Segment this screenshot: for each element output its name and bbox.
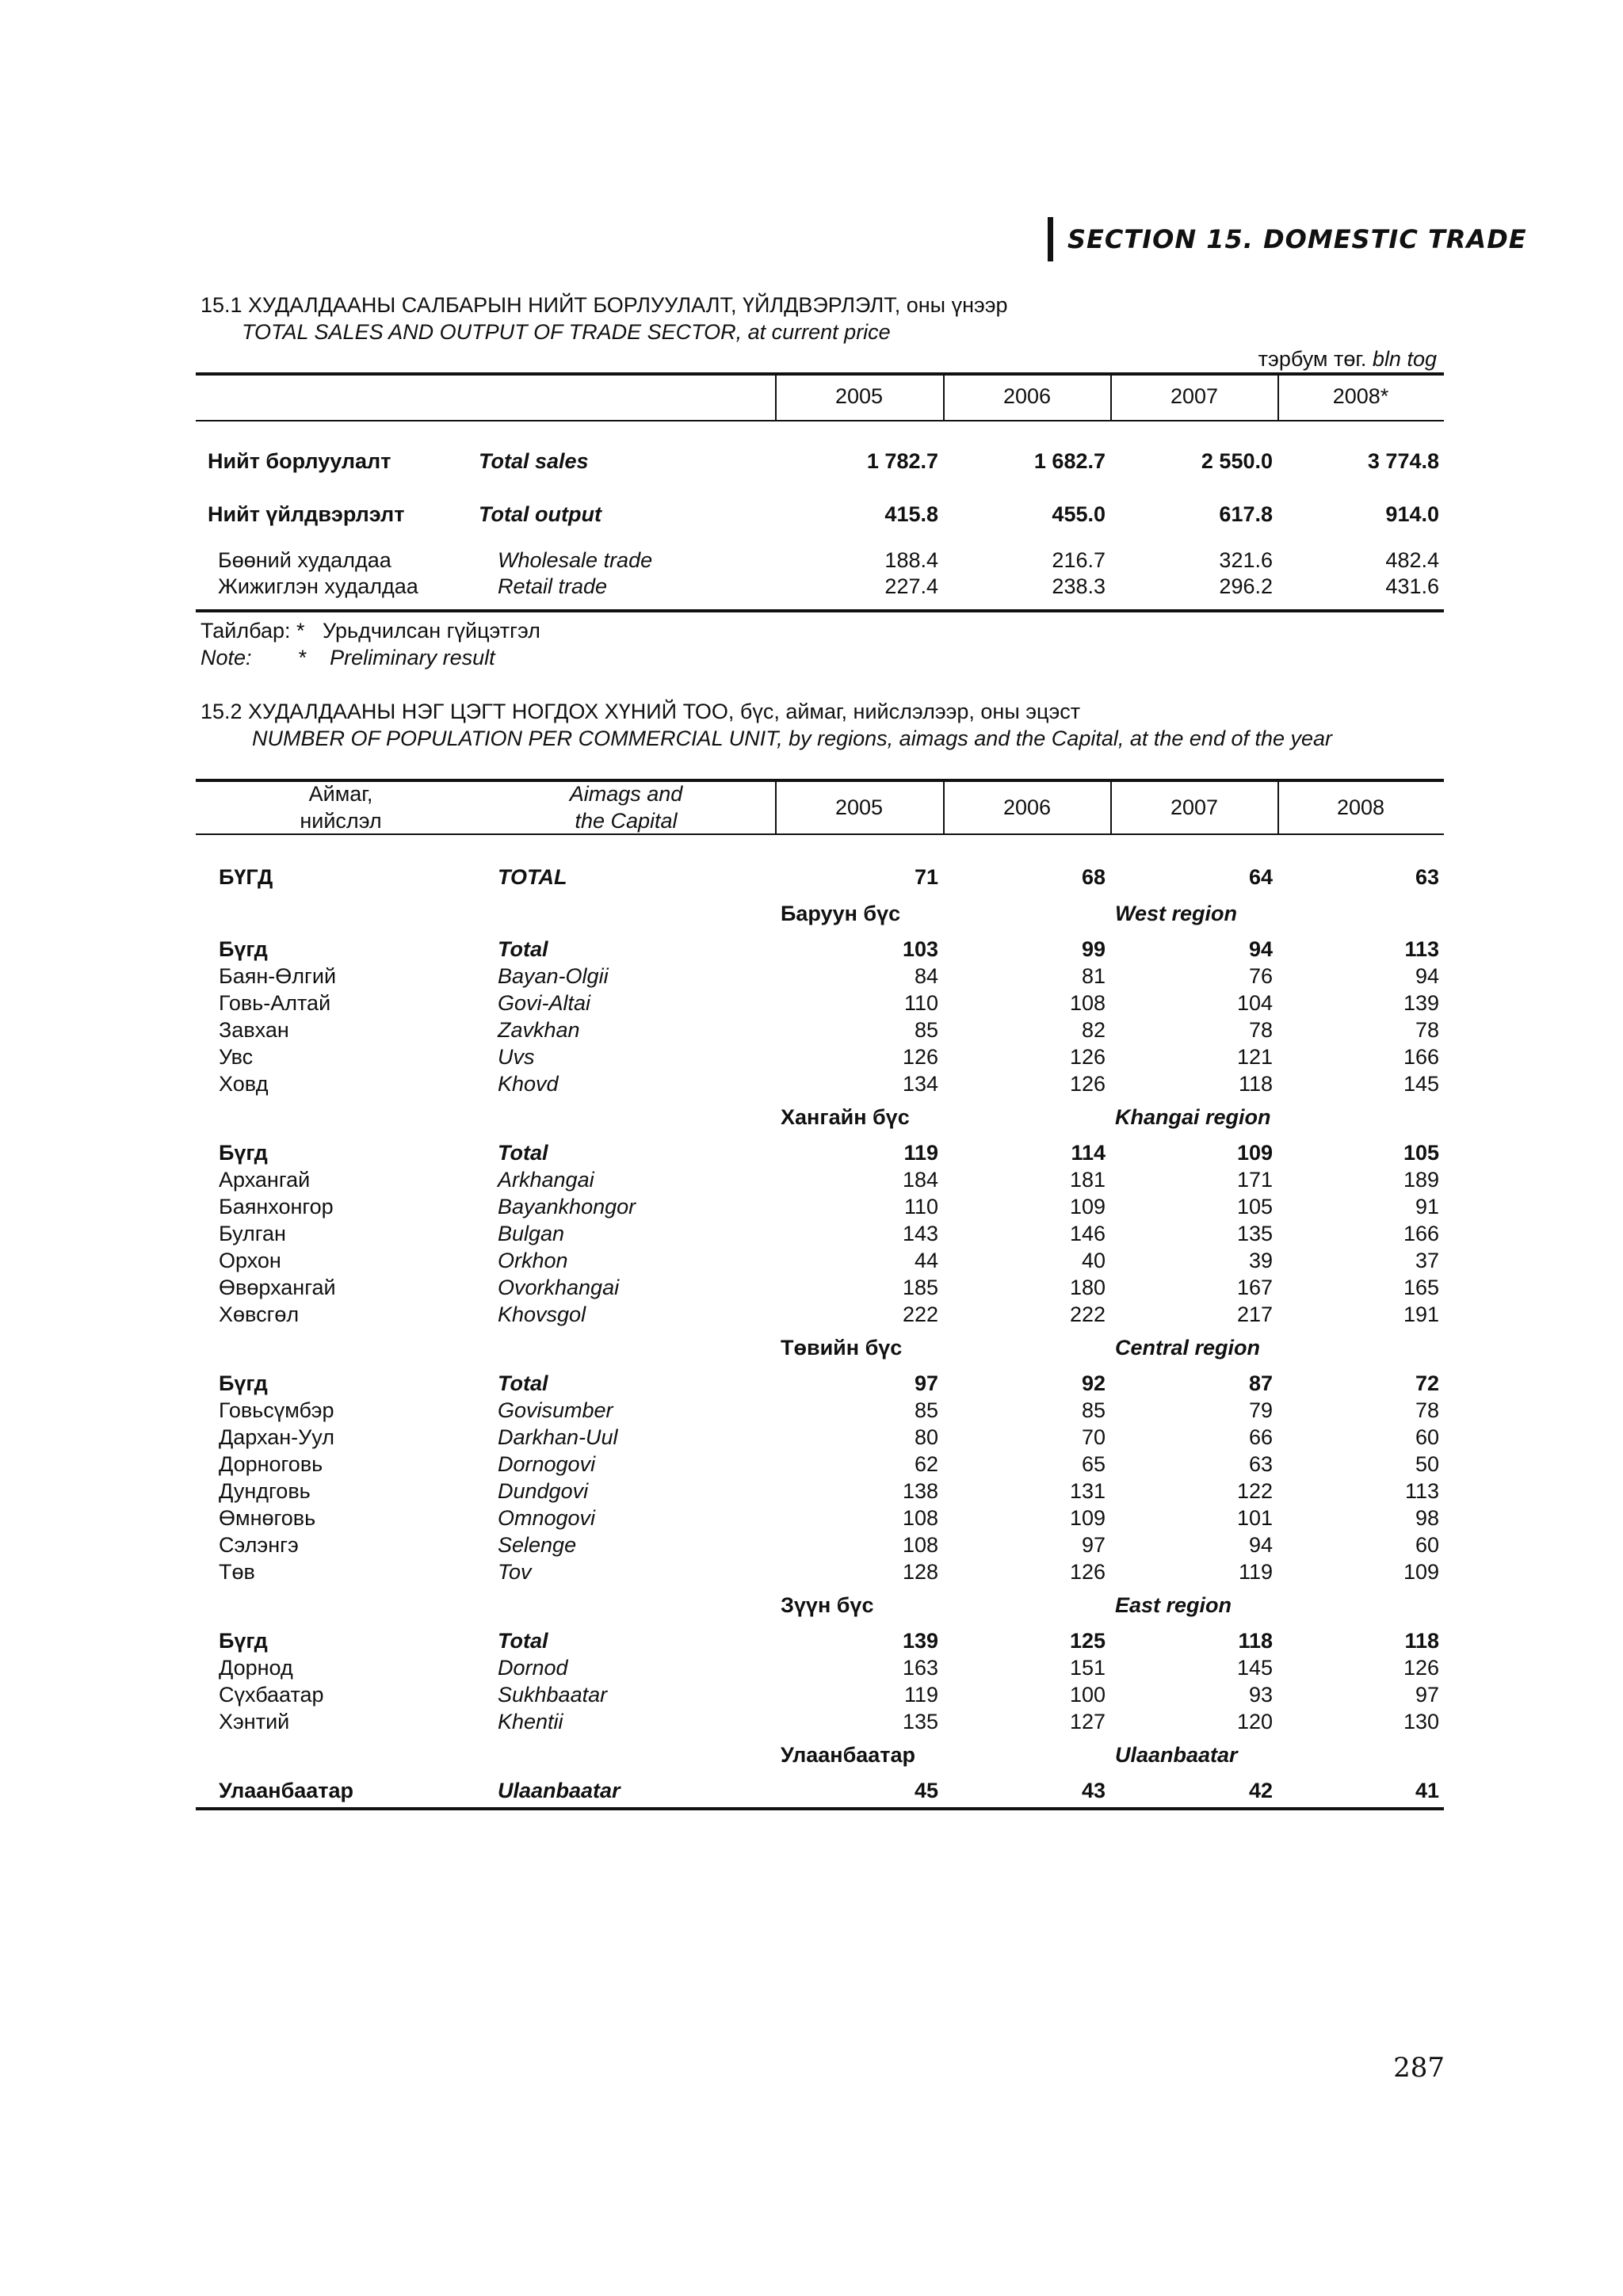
value-cell: 216.7 — [1052, 548, 1106, 572]
table1-header-divider — [1277, 374, 1279, 420]
col-header-mn: нийслэл — [300, 809, 382, 833]
row-label-en: Sukhbaatar — [498, 1683, 608, 1707]
value-cell: 119 — [903, 1683, 938, 1707]
value-cell: 43 — [1081, 1779, 1106, 1802]
row-label-en: Tov — [498, 1560, 532, 1584]
value-cell: 85 — [914, 1018, 938, 1042]
row-label-en: Arkhangai — [498, 1168, 594, 1192]
value-cell: 41 — [1415, 1779, 1439, 1802]
row-label-mn: Архангай — [219, 1168, 311, 1192]
row-label-mn: Бүгд — [219, 937, 268, 961]
value-cell: 431.6 — [1385, 574, 1439, 598]
value-cell: 125 — [1069, 1629, 1106, 1653]
value-cell: 109 — [1069, 1195, 1106, 1219]
value-cell: 63 — [1415, 865, 1439, 889]
value-cell: 191 — [1403, 1302, 1439, 1326]
value-cell: 72 — [1415, 1371, 1439, 1395]
row-label-mn: Улаанбаатар — [219, 1779, 354, 1802]
year-header: 2008* — [1332, 384, 1389, 408]
row-label-mn: Ховд — [219, 1072, 269, 1096]
value-cell: 105 — [1403, 1141, 1439, 1165]
row-label-en: Zavkhan — [498, 1018, 580, 1042]
value-cell: 94 — [1248, 937, 1273, 961]
row-label-mn: Сүхбаатар — [219, 1683, 324, 1707]
table2-title-en: NUMBER OF POPULATION PER COMMERCIAL UNIT, by regions, aimags and the Capital, at the end of the year — [252, 727, 1333, 750]
region-title-en: Central region — [1115, 1336, 1261, 1360]
row-label-en: Khentii — [498, 1710, 563, 1733]
row-label-mn: Өвөрхангай — [219, 1276, 336, 1299]
value-cell: 71 — [914, 865, 938, 889]
value-cell: 60 — [1415, 1533, 1439, 1557]
value-cell: 118 — [1404, 1629, 1439, 1653]
year-header: 2006 — [1002, 795, 1052, 819]
year-header: 2005 — [834, 795, 884, 819]
value-cell: 184 — [902, 1168, 938, 1192]
row-label-mn: Баянхонгор — [219, 1195, 334, 1219]
value-cell: 94 — [1248, 1533, 1273, 1557]
value-cell: 63 — [1248, 1452, 1273, 1476]
row-label-mn: Булган — [219, 1222, 286, 1245]
region-title-mn: Төвийн бүс — [781, 1336, 903, 1360]
value-cell: 1 682.7 — [1033, 449, 1106, 473]
value-cell: 103 — [902, 937, 938, 961]
value-cell: 126 — [1069, 1072, 1106, 1096]
value-cell: 3 774.8 — [1367, 449, 1439, 473]
region-title-en: East region — [1115, 1593, 1232, 1617]
row-label-mn: Завхан — [219, 1018, 289, 1042]
table1-header-divider — [1110, 374, 1112, 420]
value-cell: 37 — [1415, 1249, 1439, 1272]
value-cell: 227.4 — [884, 574, 938, 598]
page-number: 287 — [1393, 2052, 1445, 2084]
value-cell: 119 — [903, 1141, 938, 1165]
table1-bottom-rule — [196, 609, 1444, 612]
value-cell: 151 — [1069, 1656, 1106, 1680]
value-cell: 97 — [1415, 1683, 1439, 1707]
value-cell: 93 — [1248, 1683, 1273, 1707]
note-en-label: Note: — [200, 646, 252, 669]
value-cell: 64 — [1248, 865, 1273, 889]
value-cell: 914.0 — [1385, 502, 1439, 526]
value-cell: 482.4 — [1385, 548, 1439, 572]
region-title-en: Ulaanbaatar — [1115, 1743, 1238, 1767]
value-cell: 66 — [1248, 1425, 1273, 1449]
value-cell: 92 — [1081, 1371, 1106, 1395]
row-label-mn: Дорноговь — [219, 1452, 323, 1476]
value-cell: 42 — [1248, 1779, 1273, 1802]
value-cell: 85 — [914, 1398, 938, 1422]
value-cell: 119 — [1238, 1560, 1273, 1584]
row-label-en: Total sales — [479, 449, 589, 473]
value-cell: 78 — [1415, 1018, 1439, 1042]
value-cell: 99 — [1081, 937, 1106, 961]
unit-mn: тэрбум төг. — [1258, 347, 1367, 371]
row-label-en: Total — [498, 1371, 548, 1395]
row-label-en: Uvs — [498, 1045, 535, 1069]
value-cell: 145 — [1403, 1072, 1439, 1096]
year-header: 2007 — [1170, 384, 1219, 408]
value-cell: 78 — [1415, 1398, 1439, 1422]
value-cell: 78 — [1248, 1018, 1273, 1042]
row-label-mn: Сэлэнгэ — [219, 1533, 299, 1557]
row-label-en: Khovd — [498, 1072, 559, 1096]
value-cell: 222 — [1069, 1302, 1106, 1326]
value-cell: 80 — [914, 1425, 938, 1449]
value-cell: 171 — [1236, 1168, 1273, 1192]
value-cell: 108 — [902, 1506, 938, 1530]
value-cell: 70 — [1081, 1425, 1106, 1449]
value-cell: 76 — [1248, 964, 1273, 988]
value-cell: 126 — [1403, 1656, 1439, 1680]
value-cell: 139 — [1403, 991, 1439, 1015]
region-title-mn: Улаанбаатар — [781, 1743, 916, 1767]
value-cell: 62 — [914, 1452, 938, 1476]
row-label-mn: Говь-Алтай — [219, 991, 331, 1015]
value-cell: 97 — [1081, 1533, 1106, 1557]
unit-en: bln tog — [1372, 347, 1437, 371]
table1-header-rule — [196, 420, 1444, 421]
row-label-mn: Хэнтий — [219, 1710, 290, 1733]
col-header-en: Aimags and — [569, 782, 683, 806]
value-cell: 100 — [1069, 1683, 1106, 1707]
row-label-mn: Увс — [219, 1045, 254, 1069]
note-mn-text: Урьдчилсан гүйцэтгэл — [323, 619, 540, 643]
row-label-en: Ovorkhangai — [498, 1276, 620, 1299]
row-label-en: Bayankhongor — [498, 1195, 636, 1219]
value-cell: 296.2 — [1219, 574, 1273, 598]
value-cell: 108 — [1069, 991, 1106, 1015]
value-cell: 2 550.0 — [1201, 449, 1273, 473]
row-label-en: Retail trade — [498, 574, 608, 598]
value-cell: 166 — [1403, 1045, 1439, 1069]
row-label-en: Govisumber — [498, 1398, 613, 1422]
value-cell: 91 — [1415, 1195, 1439, 1219]
note-en-star: * — [297, 646, 307, 669]
value-cell: 118 — [1238, 1629, 1273, 1653]
table2-bottom-rule — [196, 1807, 1444, 1810]
value-cell: 60 — [1415, 1425, 1439, 1449]
value-cell: 113 — [1404, 937, 1439, 961]
table1-header-divider — [943, 374, 945, 420]
row-label-en: Bayan-Olgii — [498, 964, 609, 988]
value-cell: 127 — [1069, 1710, 1106, 1733]
value-cell: 109 — [1069, 1506, 1106, 1530]
row-label-mn: Говьсүмбэр — [219, 1398, 334, 1422]
table1-header-divider — [775, 374, 777, 420]
row-label-en: Dornod — [498, 1656, 568, 1680]
total-label-mn: БҮГД — [219, 865, 273, 889]
value-cell: 50 — [1415, 1452, 1439, 1476]
value-cell: 44 — [914, 1249, 938, 1272]
value-cell: 45 — [914, 1779, 938, 1802]
value-cell: 134 — [902, 1072, 938, 1096]
value-cell: 131 — [1069, 1479, 1106, 1503]
value-cell: 321.6 — [1219, 548, 1273, 572]
region-title-mn: Зүүн бүс — [781, 1593, 874, 1617]
value-cell: 85 — [1081, 1398, 1106, 1422]
year-header: 2008 — [1336, 795, 1385, 819]
value-cell: 98 — [1415, 1506, 1439, 1530]
value-cell: 39 — [1248, 1249, 1273, 1272]
value-cell: 84 — [914, 964, 938, 988]
value-cell: 121 — [1236, 1045, 1273, 1069]
table2-title-mn: 15.2 ХУДАЛДААНЫ НЭГ ЦЭГТ НОГДОХ ХҮНИЙ ТОО, бүс, аймаг, нийслэлээр, оны эцэст — [200, 700, 1081, 723]
value-cell: 110 — [903, 1195, 938, 1219]
value-cell: 82 — [1081, 1018, 1106, 1042]
value-cell: 1 782.7 — [866, 449, 938, 473]
value-cell: 455.0 — [1052, 502, 1106, 526]
value-cell: 118 — [1238, 1072, 1273, 1096]
value-cell: 108 — [902, 1533, 938, 1557]
row-label-mn: Бүгд — [219, 1371, 268, 1395]
value-cell: 415.8 — [884, 502, 938, 526]
value-cell: 94 — [1415, 964, 1439, 988]
table1-unit-label — [1258, 347, 1437, 372]
note-en-text: Preliminary result — [330, 646, 495, 669]
value-cell: 180 — [1069, 1276, 1106, 1299]
value-cell: 143 — [902, 1222, 938, 1245]
value-cell: 68 — [1081, 865, 1106, 889]
value-cell: 185 — [902, 1276, 938, 1299]
row-label-en: Bulgan — [498, 1222, 565, 1245]
row-label-mn: Бүгд — [219, 1629, 268, 1653]
row-label-en: Dornogovi — [498, 1452, 596, 1476]
value-cell: 222 — [902, 1302, 938, 1326]
row-label-en: Dundgovi — [498, 1479, 589, 1503]
value-cell: 146 — [1069, 1222, 1106, 1245]
value-cell: 189 — [1403, 1168, 1439, 1192]
year-header: 2005 — [834, 384, 884, 408]
value-cell: 126 — [1069, 1045, 1106, 1069]
row-label-en: Orkhon — [498, 1249, 568, 1272]
col-header-en: the Capital — [575, 809, 678, 833]
value-cell: 238.3 — [1052, 574, 1106, 598]
row-label-en: Darkhan-Uul — [498, 1425, 618, 1449]
row-label-en: Khovsgol — [498, 1302, 586, 1326]
row-label-mn: Орхон — [219, 1249, 281, 1272]
table1-title-mn: 15.1 ХУДАЛДААНЫ САЛБАРЫН НИЙТ БОРЛУУЛАЛТ, ҮЙЛДВЭРЛЭЛТ, оны үнээр — [200, 293, 1008, 317]
note-mn-label: Тайлбар: * — [200, 619, 305, 643]
value-cell: 120 — [1236, 1710, 1273, 1733]
table2-header-divider — [1110, 780, 1112, 833]
value-cell: 135 — [902, 1710, 938, 1733]
region-title-mn: Баруун бүс — [781, 902, 901, 925]
value-cell: 139 — [902, 1629, 938, 1653]
value-cell: 135 — [1236, 1222, 1273, 1245]
region-title-mn: Хангайн бүс — [781, 1105, 910, 1129]
table2-header-divider — [1277, 780, 1279, 833]
row-label-mn: Дархан-Уул — [219, 1425, 334, 1449]
row-label-en: Total — [498, 1141, 548, 1165]
row-label-mn: Нийт борлуулалт — [208, 449, 391, 473]
row-label-mn: Нийт үйлдвэрлэлт — [208, 502, 405, 526]
row-label-mn: Төв — [219, 1560, 255, 1584]
row-label-mn: Өмнөговь — [219, 1506, 316, 1530]
row-label-mn: Дундговь — [219, 1479, 311, 1503]
value-cell: 101 — [1236, 1506, 1273, 1530]
value-cell: 97 — [914, 1371, 938, 1395]
value-cell: 617.8 — [1219, 502, 1273, 526]
value-cell: 105 — [1236, 1195, 1273, 1219]
value-cell: 113 — [1404, 1479, 1439, 1503]
value-cell: 126 — [1069, 1560, 1106, 1584]
table1-note-mn — [200, 619, 540, 643]
value-cell: 40 — [1081, 1249, 1106, 1272]
row-label-en: Wholesale trade — [498, 548, 653, 572]
row-label-en: Selenge — [498, 1533, 577, 1557]
row-label-mn: Жижиглэн худалдаа — [218, 574, 418, 598]
value-cell: 181 — [1069, 1168, 1106, 1192]
row-label-en: Total output — [479, 502, 601, 526]
region-title-en: Khangai region — [1115, 1105, 1271, 1129]
total-label-en: TOTAL — [498, 865, 567, 889]
row-label-en: Ulaanbaatar — [498, 1779, 621, 1802]
value-cell: 114 — [1071, 1141, 1106, 1165]
table1-title-en: TOTAL SALES AND OUTPUT OF TRADE SECTOR, at current price — [242, 320, 891, 344]
value-cell: 145 — [1236, 1656, 1273, 1680]
value-cell: 165 — [1403, 1276, 1439, 1299]
value-cell: 130 — [1403, 1710, 1439, 1733]
region-title-en: West region — [1115, 902, 1238, 925]
value-cell: 122 — [1236, 1479, 1273, 1503]
value-cell: 81 — [1081, 964, 1106, 988]
value-cell: 104 — [1236, 991, 1273, 1015]
value-cell: 109 — [1403, 1560, 1439, 1584]
value-cell: 163 — [902, 1656, 938, 1680]
value-cell: 188.4 — [884, 548, 938, 572]
row-label-en: Govi-Altai — [498, 991, 591, 1015]
value-cell: 109 — [1236, 1141, 1273, 1165]
row-label-en: Omnogovi — [498, 1506, 596, 1530]
value-cell: 138 — [902, 1479, 938, 1503]
row-label-en: Total — [498, 937, 548, 961]
row-label-en: Total — [498, 1629, 548, 1653]
table1-top-rule — [196, 372, 1444, 376]
value-cell: 167 — [1236, 1276, 1273, 1299]
table2-header-divider — [943, 780, 945, 833]
row-label-mn: Баян-Өлгий — [219, 964, 337, 988]
value-cell: 110 — [903, 991, 938, 1015]
col-header-mn: Аймаг, — [308, 782, 373, 806]
row-label-mn: Дорнод — [219, 1656, 293, 1680]
table1-note-en — [200, 646, 495, 670]
value-cell: 65 — [1081, 1452, 1106, 1476]
year-header: 2006 — [1002, 384, 1052, 408]
value-cell: 87 — [1248, 1371, 1273, 1395]
section-header: SECTION 15. DOMESTIC TRADE — [1048, 217, 1527, 261]
value-cell: 166 — [1403, 1222, 1439, 1245]
table2-header-divider — [775, 780, 777, 833]
row-label-mn: Хөвсгөл — [219, 1302, 300, 1326]
row-label-mn: Бөөний худалдаа — [218, 548, 391, 572]
row-label-mn: Бүгд — [219, 1141, 268, 1165]
value-cell: 79 — [1248, 1398, 1273, 1422]
value-cell: 126 — [902, 1045, 938, 1069]
year-header: 2007 — [1170, 795, 1219, 819]
value-cell: 128 — [902, 1560, 938, 1584]
value-cell: 217 — [1236, 1302, 1273, 1326]
